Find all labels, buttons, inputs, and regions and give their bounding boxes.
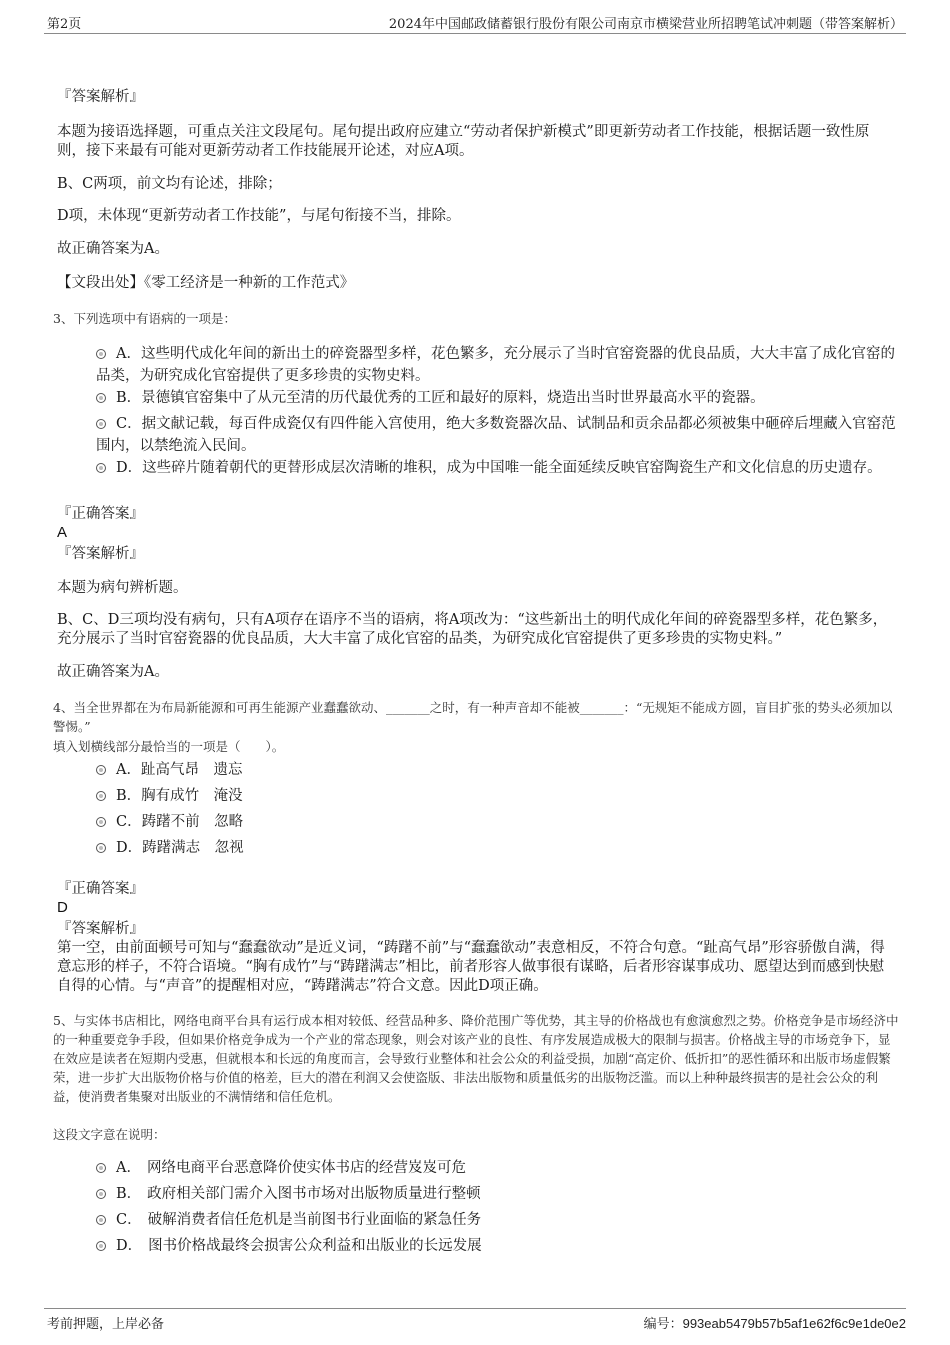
q3-analysis-p2: B、C、D三项均没有病句，只有A项存在语序不当的语病，将A项改为：“这些新出土的明代成化年间的碎瓷器型多样，花色繁多，充分展示了当时官窑瓷器的优良品质，大大丰富了成化官窑的品类，为研究成化官窑提供了更多珍贵的实物史料。” [57,612,888,647]
q4-option-d[interactable]: D．踌躇满志 忽视 [96,837,896,859]
q3-option-c[interactable]: C．据文献记载，每百件成瓷仅有四件能入宫使用，绝大多数瓷器次品、试制品和贡余品都必须被集中砸碎后埋藏入官窑范围内，以禁绝流入民间。 [96,416,896,454]
radio-icon[interactable] [96,843,106,853]
radio-icon[interactable] [96,1215,106,1225]
radio-icon[interactable] [96,1163,106,1173]
footer-rule [44,1308,906,1309]
radio-icon[interactable] [96,419,106,429]
q5-stem: 5、与实体书店相比，网络电商平台具有运行成本相对较低、经营品种多、降价范围广等优势，其主导的价格战也有愈演愈烈之势。价格竞争是市场经济中的一种重要竞争手段，但如果价格竞争成为一个产业的常态现象，则会对该产业的良性、有序发展造成极大的限制与损害。价格战主导的市场竞争下，显在效应是读者在短期内受惠，但就根本和长远的角度而言，会导致行业整体和社会公众的利益受损，加剧“高定价、低折扣”的恶性循环和出版市场虚假繁荣，进一步扩大出版物价格与价值的格差，巨大的潜在利润又会使盗版、非法出版物和质量低劣的出版物泛滥。而以上种种最终损害的是社会公众的利益，使消费者集聚对出版业的不满情绪和信任危机。 [53,1013,899,1104]
q2-analysis-p4: 故正确答案为A。 [57,241,169,257]
q5-option-d[interactable]: D． 图书价格战最终会损害公众利益和出版业的长远发展 [96,1235,896,1257]
q2-source: 【文段出处】《零工经济是一种新的工作范式》 [57,275,355,291]
q3-analysis-title: 『答案解析』 [57,546,144,562]
radio-icon[interactable] [96,765,106,775]
q5-option-b[interactable]: B． 政府相关部门需介入图书市场对出版物质量进行整顿 [96,1183,896,1205]
q4-option-c[interactable]: C．踌躇不前 忽略 [96,811,896,833]
q3-answer-title: 『正确答案』 [57,506,144,522]
radio-icon[interactable] [96,393,106,403]
radio-icon[interactable] [96,791,106,801]
q4-analysis-p1: 第一空，由前面顿号可知与“蠢蠢欲动”是近义词，“踌躇不前”与“蠢蠢欲动”表意相反，不符合句意。“趾高气昂”形容骄傲自满，得意忘形的样子，不符合语境。“胸有成竹”与“踌躇满志”相比，前者形容人做事很有谋略，后者形容谋事成功、愿望达到而感到快慰自得的心情。与“声音”的提醒相对应，“踌躇满志”符合文意。因此D项正确。 [57,940,885,994]
q4-answer-title: 『正确答案』 [57,881,144,897]
q4-option-b[interactable]: B．胸有成竹 淹没 [96,785,896,807]
page-number: 第2页 [47,17,82,32]
document-title: 2024年中国邮政储蓄银行股份有限公司南京市横梁营业所招聘笔试冲刺题（带答案解析） [388,17,903,32]
q4-option-a[interactable]: A．趾高气昂 遗忘 [96,759,896,781]
q3-option-a[interactable]: A．这些明代成化年间的新出土的碎瓷器型多样，花色繁多，充分展示了当时官窑瓷器的优良品质，大大丰富了成化官窑的品类，为研究成化官窑提供了更多珍贵的实物史料。 [96,346,895,384]
footer-slogan: 考前押题，上岸必备 [47,1317,165,1332]
q4-answer: D [57,899,68,916]
radio-icon[interactable] [96,1189,106,1199]
q2-analysis-title: 『答案解析』 [57,89,144,105]
header-rule [44,33,906,34]
radio-icon[interactable] [96,817,106,827]
q5-option-c[interactable]: C． 破解消费者信任危机是当前图书行业面临的紧急任务 [96,1209,896,1231]
q3-answer: A [57,524,68,541]
q4-instruction: 填入划横线部分最恰当的一项是（ ）。 [53,739,285,754]
q2-analysis-p3: D项，未体现“更新劳动者工作技能”，与尾句衔接不当，排除。 [57,208,461,224]
q3-analysis-p1: 本题为病句辨析题。 [57,580,188,596]
q3-stem: 3、下列选项中有语病的一项是： [53,311,236,326]
q3-option-d[interactable]: D．这些碎片随着朝代的更替形成层次清晰的堆积，成为中国唯一能全面延续反映官窑陶瓷生产和文化信息的历史遗存。 [96,457,896,479]
q3-option-b[interactable]: B．景德镇官窑集中了从元至清的历代最优秀的工匠和最好的原料，烧造出当时世界最高水平的瓷器。 [96,387,896,409]
q5-option-a[interactable]: A． 网络电商平台恶意降价使实体书店的经营岌岌可危 [96,1157,896,1179]
radio-icon[interactable] [96,349,106,359]
q4-stem: 4、当全世界都在为布局新能源和可再生能源产业蠢蠢欲动、_______之时，有一种声音却不能被_______：“无规矩不能成方圆，盲目扩张的势头必须加以警惕。” [53,700,893,734]
radio-icon[interactable] [96,463,106,473]
q3-analysis-p3: 故正确答案为A。 [57,664,169,680]
q5-question: 这段文字意在说明： [53,1127,166,1142]
radio-icon[interactable] [96,1241,106,1251]
q2-analysis-p1: 本题为接语选择题，可重点关注文段尾句。尾句提出政府应建立“劳动者保护新模式”即更新劳动者工作技能，根据话题一致性原则，接下来最有可能对更新劳动者工作技能展开论述，对应A项。 [57,124,870,159]
q2-analysis-p2: B、C两项，前文均有论述，排除； [57,176,282,192]
q4-analysis-title: 『答案解析』 [57,921,144,937]
footer-code: 编号：993eab5479b57b5af1e62f6c9e1de0e2 [643,1316,906,1332]
